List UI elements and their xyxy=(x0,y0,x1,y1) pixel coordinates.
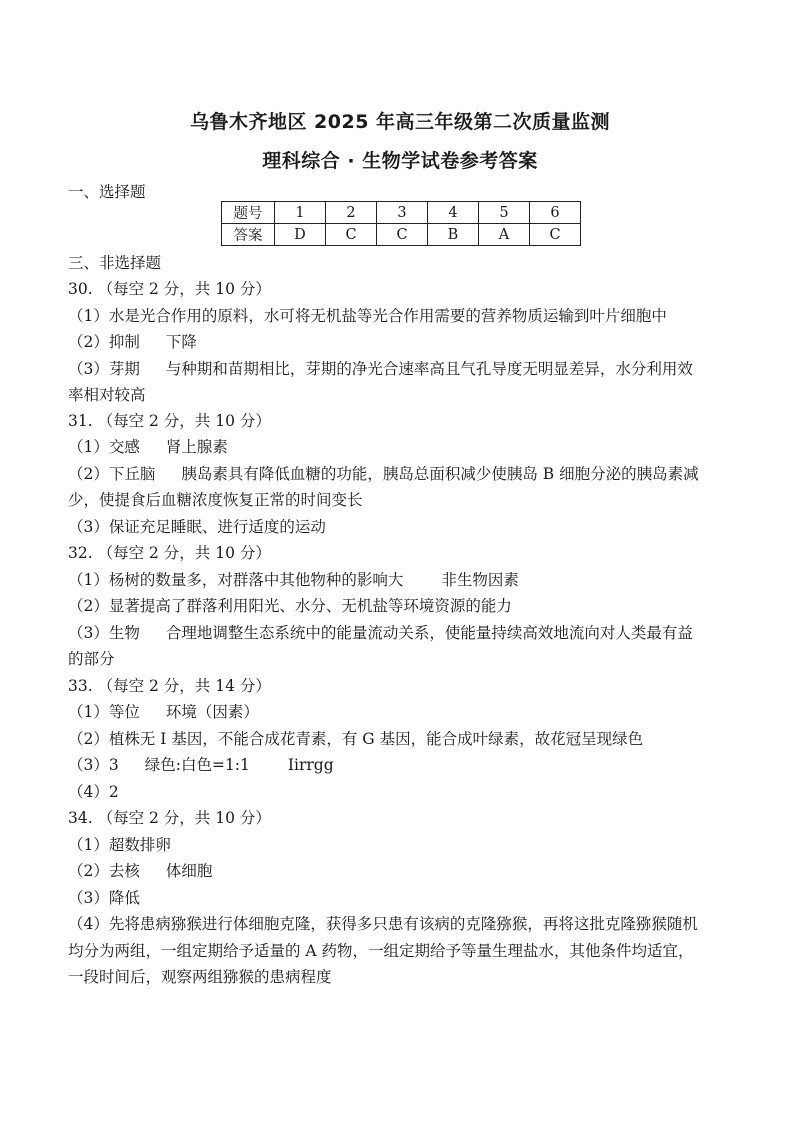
answer-part: 与种期和苗期相比，芽期的净光合速率高且气孔导度无明显差异，水分利用效 xyxy=(165,360,693,378)
table-cell: 6 xyxy=(530,202,581,224)
q33-answer-4: （4）2 xyxy=(68,783,119,801)
table-cell: 3 xyxy=(377,202,428,224)
q30-answer-1: （1）水是光合作用的原料，水可将无机盐等光合作用需要的营养物质运输到叶片细胞中 xyxy=(68,307,667,325)
q30-answer-3-cont: 率相对较高 xyxy=(68,386,146,404)
q33-answer-2: （2）植株无 I 基因，不能合成花青素，有 G 基因，能合成叶绿素，故花冠呈现绿色 xyxy=(68,730,644,748)
answer-part: Iirrgg xyxy=(287,756,334,774)
q31-header: 31. （每空 2 分，共 10 分） xyxy=(68,412,271,430)
section-nonchoice-heading: 三、非选择题 xyxy=(68,254,162,272)
q32-answer-3 xyxy=(68,623,738,643)
table-cell: C xyxy=(530,224,581,246)
answer-part: （2）抑制 xyxy=(68,333,140,351)
q30-header: 30. （每空 2 分，共 10 分） xyxy=(68,280,271,298)
table-cell: B xyxy=(428,224,479,246)
table-cell: 4 xyxy=(428,202,479,224)
table-cell: D xyxy=(275,224,326,246)
page-subtitle: 理科综合 · 生物学试卷参考答案 xyxy=(262,150,538,172)
answer-part: （1）杨树的数量多，对群落中其他物种的影响大 xyxy=(68,571,404,589)
table-cell: A xyxy=(479,224,530,246)
q34-answer-2 xyxy=(68,861,738,881)
q34-answer-4-cont2: 一段时间后，观察两组猕猴的患病程度 xyxy=(68,968,332,986)
q34-header: 34. （每空 2 分，共 10 分） xyxy=(68,809,271,827)
answer-part: 下降 xyxy=(165,333,197,351)
q31-answer-2-cont: 少，使提食后血糖浓度恢复正常的时间变长 xyxy=(68,491,363,509)
table-cell: 1 xyxy=(275,202,326,224)
q30-answer-2 xyxy=(68,332,738,352)
answer-part: （1）交感 xyxy=(68,438,140,456)
answer-part: （1）等位 xyxy=(68,703,140,721)
answer-part: （3）3 xyxy=(68,756,119,774)
table-cell: 5 xyxy=(479,202,530,224)
q33-header: 33. （每空 2 分，共 14 分） xyxy=(68,677,271,695)
answer-part: （2）去核 xyxy=(68,862,140,880)
q30-answer-3 xyxy=(68,359,738,379)
q31-answer-3: （3）保证充足睡眠、进行适度的运动 xyxy=(68,518,326,536)
q31-answer-1 xyxy=(68,437,738,457)
answer-part: 肾上腺素 xyxy=(165,438,228,456)
q33-answer-1 xyxy=(68,702,738,722)
table-row xyxy=(222,202,581,224)
answer-part: 非生物因素 xyxy=(441,571,519,589)
q32-answer-1 xyxy=(68,570,738,590)
table-cell: 2 xyxy=(326,202,377,224)
table-cell: C xyxy=(326,224,377,246)
q32-header: 32. （每空 2 分，共 10 分） xyxy=(68,544,271,562)
answer-part: 绿色:白色=1:1 xyxy=(144,756,250,774)
table-cell: C xyxy=(377,224,428,246)
answer-part: 合理地调整生态系统中的能量流动关系，使能量持续高效地流向对人类最有益 xyxy=(165,624,693,642)
choice-answer-table xyxy=(221,201,581,246)
q34-answer-3: （3）降低 xyxy=(68,889,140,907)
q34-answer-4-cont: 均分为两组，一组定期给予适量的 A 药物，一组定期给予等量生理盐水，其他条件均适宜， xyxy=(68,942,694,960)
q31-answer-2 xyxy=(68,464,738,484)
q32-answer-3-cont: 的部分 xyxy=(68,650,115,668)
answer-part: （3）生物 xyxy=(68,624,140,642)
q34-answer-4: （4）先将患病猕猴进行体细胞克隆，获得多只患有该病的克隆猕猴，再将这批克隆猕猴随机 xyxy=(68,915,698,933)
table-cell: 题号 xyxy=(222,202,275,224)
answer-part: 胰岛素具有降低血糖的功能，胰岛总面积减少使胰岛 B 细胞分泌的胰岛素减 xyxy=(181,465,699,483)
page-title: 乌鲁木齐地区 2025 年高三年级第二次质量监测 xyxy=(189,111,611,133)
section-choice-heading: 一、选择题 xyxy=(68,183,146,201)
table-cell: 答案 xyxy=(222,224,275,246)
answer-part: 环境（因素） xyxy=(165,703,259,721)
table-row xyxy=(222,224,581,246)
q32-answer-2: （2）显著提高了群落利用阳光、水分、无机盐等环境资源的能力 xyxy=(68,597,512,615)
q33-answer-3 xyxy=(68,755,738,775)
answer-part: （3）芽期 xyxy=(68,360,140,378)
answer-part: （2）下丘脑 xyxy=(68,465,156,483)
q34-answer-1: （1）超数排卵 xyxy=(68,836,171,854)
answer-part: 体细胞 xyxy=(165,862,213,880)
